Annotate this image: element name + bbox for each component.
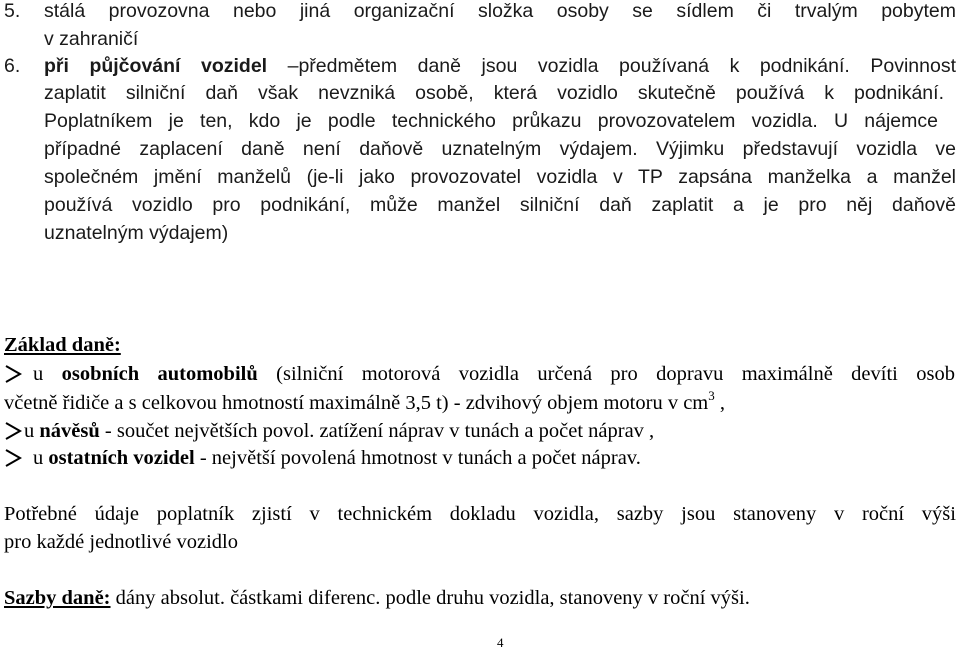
- bullet2-bold: návěsů: [39, 420, 100, 442]
- bullet1-bold: osobních automobilů: [61, 363, 258, 385]
- zaklad-heading: Základ daně:: [4, 334, 121, 356]
- sazby-heading: Sazby daně:: [4, 587, 111, 609]
- item6-line7: uznatelným výdajem): [44, 222, 229, 244]
- bullet2-line: u návěsů - součet největších povol. zatížení náprav v tunách a počet náprav ,: [24, 420, 655, 442]
- potrebne-line2: pro každé jednotlivé vozidlo: [4, 531, 238, 553]
- superscript-3: 3: [708, 388, 715, 403]
- item6-line1: [44, 57, 956, 77]
- item6-bold-lead: při půjčování vozidel: [44, 55, 268, 77]
- sazby-rest: dány absolut. částkami diferenc. podle druhu vozidla, stanoveny v roční výši.: [110, 587, 750, 609]
- item5-line2: v zahraničí: [44, 28, 139, 50]
- item6-line3: Poplatníkem je ten, kdo je podle technického průkazu provozovatelem vozidla. U nájemce: [44, 110, 938, 132]
- arrowhead-bullet-icon: [4, 448, 22, 468]
- item5-line1: stálá provozovna nebo jiná organizační složka osoby se sídlem či trvalým pobytem: [44, 0, 956, 22]
- item6-line1-rest: –předmětem daně jsou vozidla používaná k podnikání. Povinnost: [267, 55, 956, 77]
- item6-line6: používá vozidlo pro podnikání, může manžel silniční daň zaplatit a je pro něj daňově: [44, 194, 956, 216]
- potrebne-line1: Potřebné údaje poplatník zjistí v technickém dokladu vozidla, sazby jsou stanoveny v roční výši: [4, 503, 956, 525]
- sazby-line: [4, 588, 750, 609]
- arrowhead-bullet-icon: [4, 421, 22, 441]
- item6-line5: společném jmění manželů (je-li jako provozovatel vozidla v TP zapsána manželka a manžel: [44, 166, 956, 188]
- arrowhead-bullet-icon: [4, 364, 22, 384]
- page-number: 4: [497, 635, 504, 650]
- bullet1-line1: u osobních automobilů (silniční motorová vozidla určená pro dopravu maximálně devíti osob: [33, 363, 955, 385]
- bullet3-line: u ostatních vozidel - největší povolená hmotnost v tunách a počet náprav.: [33, 447, 641, 469]
- item6-line4: případné zaplacení daně není daňově uznatelným výdajem. Výjimku představují vozidla ve: [44, 138, 956, 160]
- list-number-5: 5.: [4, 0, 21, 22]
- bullet3-bold: ostatních vozidel: [48, 447, 195, 469]
- item6-line2: zaplatit silniční daň však nevzniká osobě, která vozidlo skutečně používá k podnikání.: [44, 82, 944, 104]
- list-number-6: 6.: [4, 55, 21, 77]
- bullet1-line2: včetně řidiče a s celkovou hmotností maximálně 3,5 t) - zdvihový objem motoru v $cm^3$ ,: [4, 388, 725, 414]
